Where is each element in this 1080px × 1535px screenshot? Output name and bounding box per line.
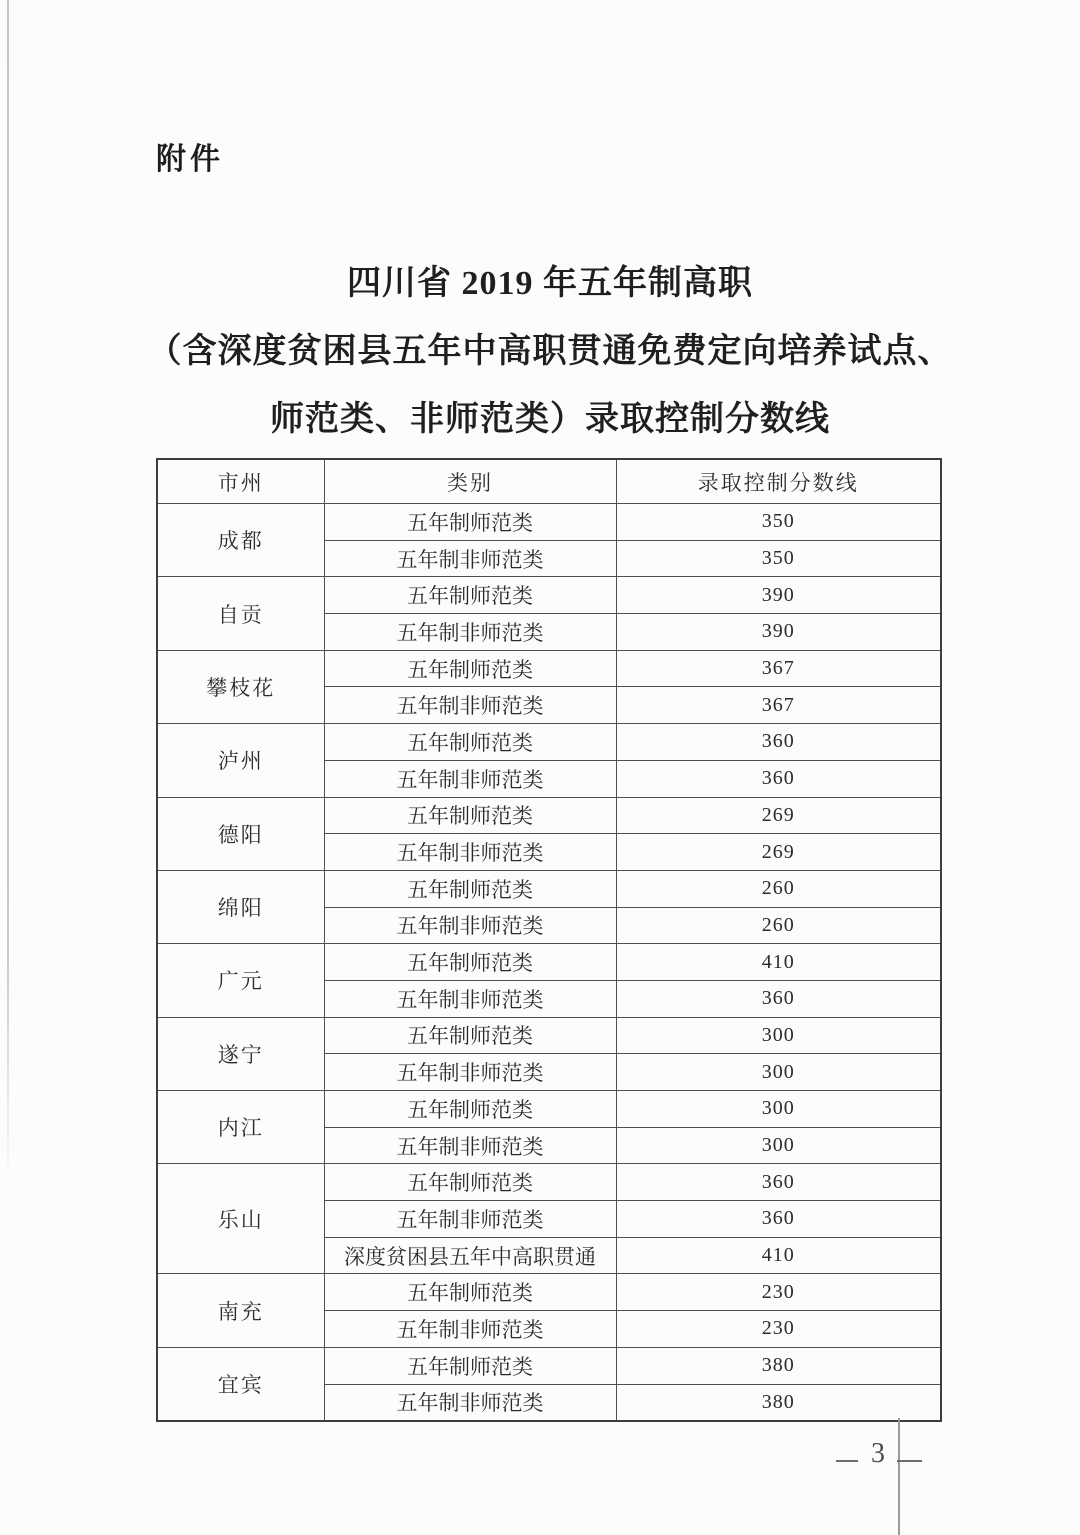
table-row [157, 944, 941, 981]
city-cell: 乐山 [157, 1164, 324, 1274]
category-cell: 五年制师范类 [324, 944, 616, 981]
city-cell: 广元 [157, 944, 324, 1017]
category-cell: 五年制师范类 [324, 650, 616, 687]
score-cell: 360 [616, 980, 941, 1017]
score-cell: 367 [616, 687, 941, 724]
score-cell: 300 [616, 1054, 941, 1091]
score-cell: 410 [616, 944, 941, 981]
score-cell: 410 [616, 1237, 941, 1274]
city-cell: 泸州 [157, 724, 324, 797]
category-cell: 五年制非师范类 [324, 1054, 616, 1091]
category-cell: 五年制非师范类 [324, 540, 616, 577]
category-cell: 深度贫困县五年中高职贯通 [324, 1237, 616, 1274]
score-cell: 230 [616, 1311, 941, 1348]
score-cell: 260 [616, 870, 941, 907]
category-cell: 五年制师范类 [324, 1091, 616, 1128]
city-cell: 内江 [157, 1091, 324, 1164]
category-cell: 五年制师范类 [324, 1017, 616, 1054]
score-cell: 269 [616, 834, 941, 871]
score-cell: 269 [616, 797, 941, 834]
score-cell: 260 [616, 907, 941, 944]
score-cell: 300 [616, 1127, 941, 1164]
title-line-1: 四川省 2019 年五年制高职 [347, 265, 753, 302]
category-cell: 五年制非师范类 [324, 614, 616, 651]
category-cell: 五年制师范类 [324, 724, 616, 761]
attachment-label: 附件 [156, 143, 224, 176]
table-row [157, 724, 941, 761]
document-title [110, 250, 990, 454]
category-cell: 五年制非师范类 [324, 1201, 616, 1238]
score-cell: 380 [616, 1347, 941, 1384]
table-row [157, 797, 941, 834]
table-row [157, 1091, 941, 1128]
page-number-dash-right [897, 1460, 922, 1462]
fold-mark-line [898, 1418, 900, 1535]
scan-edge-line [7, 0, 9, 1190]
city-cell: 攀枝花 [157, 650, 324, 723]
score-cell: 360 [616, 724, 941, 761]
score-cell: 380 [616, 1384, 941, 1421]
score-cell: 360 [616, 1201, 941, 1238]
score-cell: 300 [616, 1091, 941, 1128]
category-cell: 五年制师范类 [324, 1274, 616, 1311]
category-cell: 五年制非师范类 [324, 834, 616, 871]
city-cell: 宜宾 [157, 1347, 324, 1421]
score-cell: 300 [616, 1017, 941, 1054]
header-city: 市州 [157, 459, 324, 504]
category-cell: 五年制师范类 [324, 504, 616, 541]
header-score-line: 录取控制分数线 [616, 459, 941, 504]
score-cell: 390 [616, 577, 941, 614]
score-cell: 350 [616, 504, 941, 541]
score-cell: 350 [616, 540, 941, 577]
table-row [157, 1017, 941, 1054]
category-cell: 五年制师范类 [324, 870, 616, 907]
category-cell: 五年制非师范类 [324, 1311, 616, 1348]
table-row [157, 1347, 941, 1384]
category-cell: 五年制师范类 [324, 1164, 616, 1201]
table-row [157, 504, 941, 541]
score-cell: 230 [616, 1274, 941, 1311]
header-category: 类别 [324, 459, 616, 504]
score-cell: 360 [616, 1164, 941, 1201]
table-row [157, 577, 941, 614]
score-cell: 367 [616, 650, 941, 687]
page-number: 3 [871, 1438, 885, 1469]
category-cell: 五年制师范类 [324, 797, 616, 834]
city-cell: 南充 [157, 1274, 324, 1347]
city-cell: 成都 [157, 504, 324, 577]
category-cell: 五年制非师范类 [324, 1384, 616, 1421]
category-cell: 五年制非师范类 [324, 760, 616, 797]
city-cell: 自贡 [157, 577, 324, 650]
category-cell: 五年制非师范类 [324, 980, 616, 1017]
title-line-2: （含深度贫困县五年中高职贯通免费定向培养试点、 [147, 333, 953, 370]
score-cell: 390 [616, 614, 941, 651]
table-row [157, 1164, 941, 1201]
table-row [157, 870, 941, 907]
category-cell: 五年制非师范类 [324, 687, 616, 724]
category-cell: 五年制非师范类 [324, 1127, 616, 1164]
city-cell: 遂宁 [157, 1017, 324, 1090]
score-cell: 360 [616, 760, 941, 797]
city-cell: 德阳 [157, 797, 324, 870]
title-line-3: 师范类、非师范类）录取控制分数线 [270, 401, 830, 438]
category-cell: 五年制师范类 [324, 577, 616, 614]
category-cell: 五年制非师范类 [324, 907, 616, 944]
table-body [157, 504, 941, 1422]
table-row [157, 650, 941, 687]
city-cell: 绵阳 [157, 870, 324, 943]
category-cell: 五年制师范类 [324, 1347, 616, 1384]
admission-scores-table [156, 458, 942, 1422]
page-number-dash-left [836, 1460, 858, 1462]
table-row [157, 1274, 941, 1311]
table-header-row [157, 459, 941, 504]
